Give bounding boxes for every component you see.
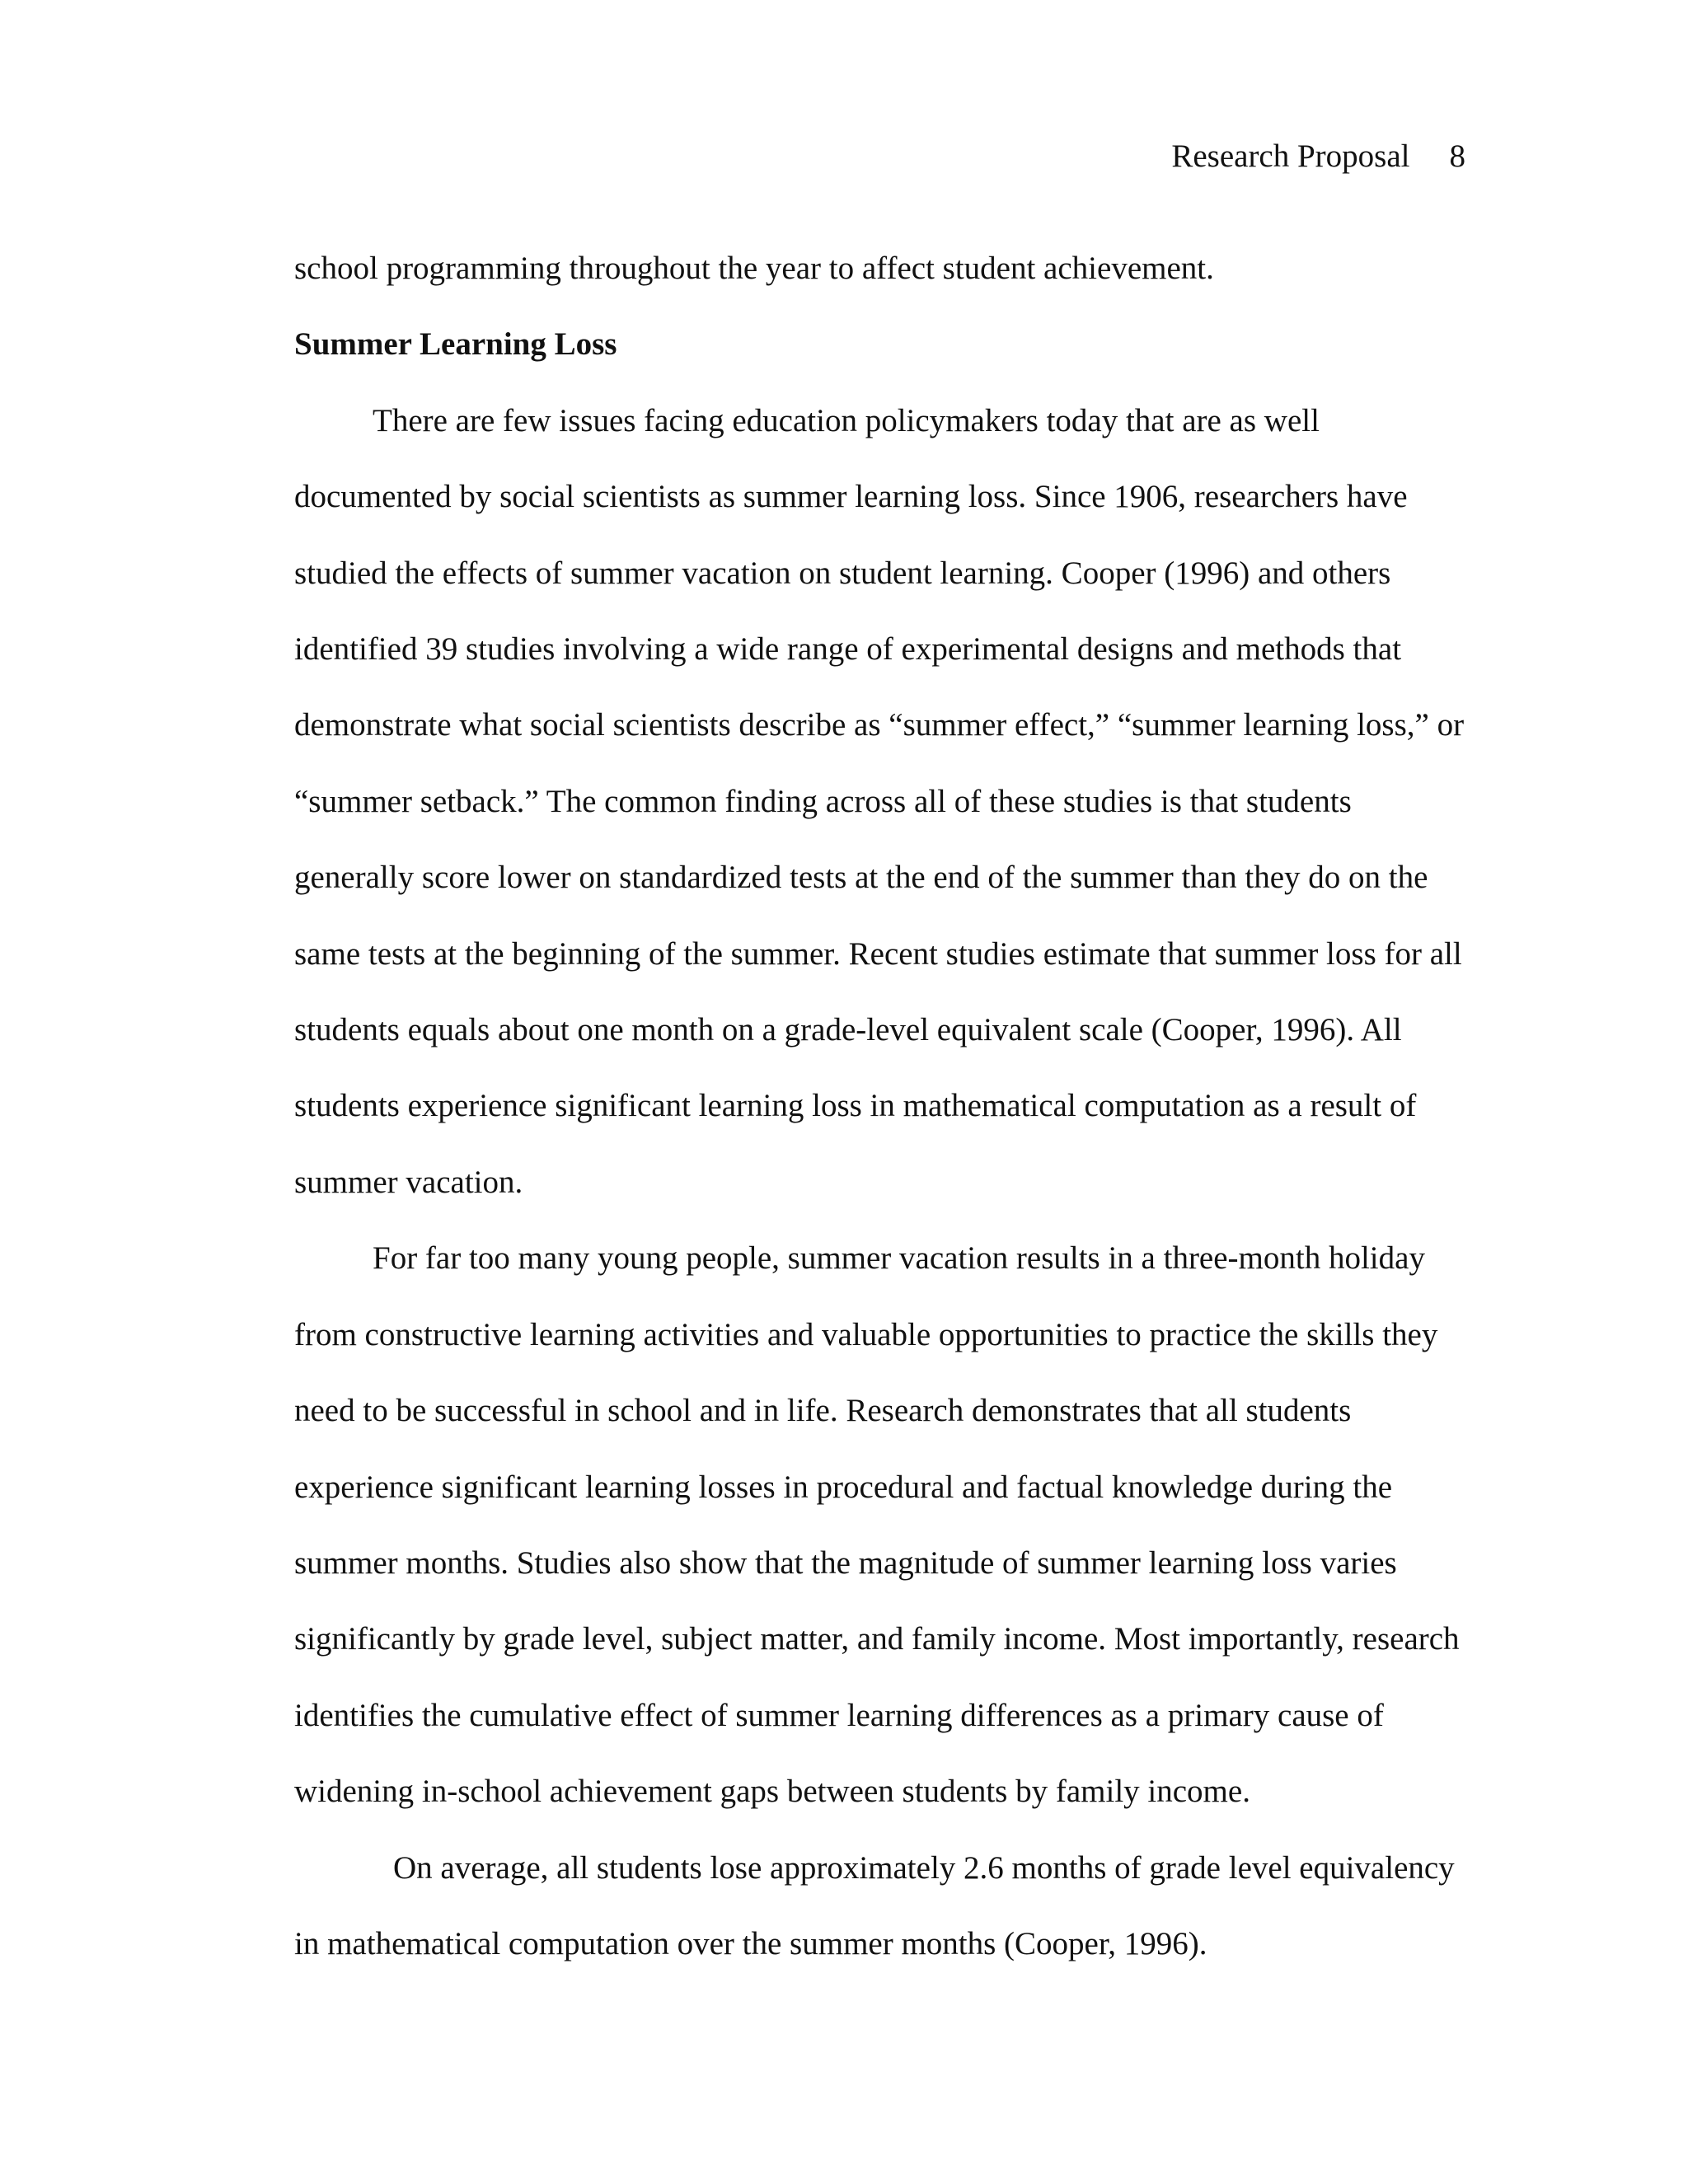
running-head	[1171, 132, 1465, 181]
section-heading: Summer Learning Loss	[294, 326, 617, 363]
page-number: 8	[1449, 138, 1465, 174]
running-head-title: Research Proposal	[1171, 138, 1410, 174]
body-paragraph: For far too many young people, summer vacation results in a three-month holiday from constructive learning activities and valuable opportunities to practice the skills they need to be successful in school and in life. Research demonstrates that all students experience significant learning losses in procedural and factual knowledge during the summer months. Studies also show that the magnitude of summer learning loss varies significantly by grade level, subject matter, and family income. Most importantly, research identifies the cumulative effect of summer learning differences as a primary cause of widening in-school achievement gaps between students by family income.	[294, 1240, 1460, 1810]
continuation-paragraph: school programming throughout the year to affect student achievement.	[294, 251, 1214, 286]
document-body	[294, 231, 1465, 1982]
body-paragraph: On average, all students lose approximately 2.6 months of grade level equivalency in mathematical computation over the summer months (Cooper, 1996).	[294, 1849, 1455, 1961]
body-paragraph: There are few issues facing education policymakers today that are as well documented by social scientists as summer learning loss. Since 1906, researchers have studied the effects of summer vacation on student learning. Cooper (1996) and others identified 39 studies involving a wide range of experimental designs and methods that demonstrate what social scientists describe as “summer effect,” “summer learning loss,” or “summer setback.” The common finding across all of these studies is that students generally score lower on standardized tests at the end of the summer than they do on the same tests at the beginning of the summer. Recent studies estimate that summer loss for all students equals about one month on a grade-level equivalent scale (Cooper, 1996). All students experience significant learning loss in mathematical computation as a result of summer vacation.	[294, 402, 1465, 1200]
